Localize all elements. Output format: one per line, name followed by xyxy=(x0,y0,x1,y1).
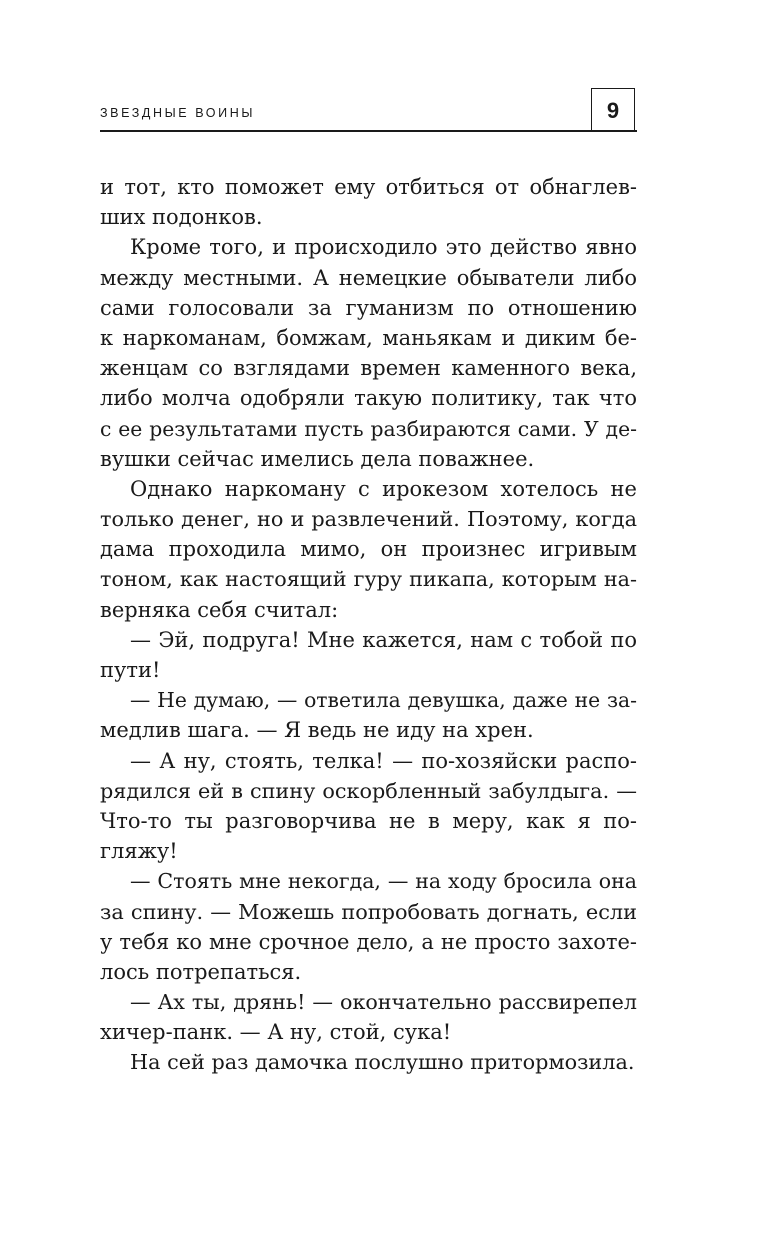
text-line: за спину. — Можешь попробовать догнать, если xyxy=(100,899,637,924)
text-line: сами голосовали за гуманизм по отношению xyxy=(100,295,637,320)
text-line: — Стоять мне некогда, — на ходу бросила она xyxy=(130,869,637,894)
text-line: дама проходила мимо, он произнес игривым xyxy=(100,537,637,562)
text-line: ших подонков. xyxy=(100,205,263,230)
text-line: верняка себя считал: xyxy=(100,597,339,622)
text-line: к наркоманам, бомжам, маньякам и диким бе- xyxy=(100,325,637,350)
text-line: — Ах ты, дрянь! — окончательно рассвирепел xyxy=(130,990,637,1015)
text-line: гляжу! xyxy=(100,839,178,864)
text-line: либо молча одобряли такую политику, так что xyxy=(100,386,637,411)
text-line: у тебя ко мне срочное дело, а не просто захоте- xyxy=(100,929,637,954)
text-line: и тот, кто поможет ему отбиться от обнаглев- xyxy=(100,175,637,199)
header-rule xyxy=(100,130,637,132)
text-line: вушки сейчас имелись дела поважнее. xyxy=(100,446,535,471)
text-line: — Эй, подруга! Мне кажется, нам с тобой по xyxy=(130,627,637,652)
text-line: рядился ей в спину оскорбленный забулдыга. — xyxy=(100,778,637,803)
text-line: с ее результатами пусть разбираются сами. У де- xyxy=(100,416,637,441)
running-title: ЗВЕЗДНЫЕ ВОИНЫ xyxy=(100,106,255,120)
page-number: 9 xyxy=(606,97,620,123)
text-line: медлив шага. — Я ведь не иду на хрен. xyxy=(100,718,534,743)
text-line: только денег, но и развлечений. Поэтому, когда xyxy=(100,507,637,532)
page-number-box xyxy=(591,88,635,132)
text-line: хичер-панк. — А ну, стой, сука! xyxy=(100,1020,452,1045)
text-line: Кроме того, и происходило это действо явно xyxy=(130,235,637,260)
text-line: тоном, как настоящий гуру пикапа, которым на- xyxy=(100,567,637,592)
text-line: Что-то ты разговорчива не в меру, как я по- xyxy=(100,808,637,833)
text-line: — Не думаю, — ответила девушка, даже не за- xyxy=(130,688,637,713)
text-line: На сей раз дамочка послушно притормозила. xyxy=(130,1050,635,1075)
body-text xyxy=(100,172,637,1078)
text-line: лось потрепаться. xyxy=(100,959,302,984)
text-line: пути! xyxy=(100,658,161,682)
text-line: между местными. А немецкие обыватели либо xyxy=(100,265,637,290)
text-line: — А ну, стоять, телка! — по-хозяйски распо- xyxy=(130,748,637,773)
text-line: Однако наркоману с ирокезом хотелось не xyxy=(130,476,637,501)
text-line: женцам со взглядами времен каменного века, xyxy=(100,356,637,381)
